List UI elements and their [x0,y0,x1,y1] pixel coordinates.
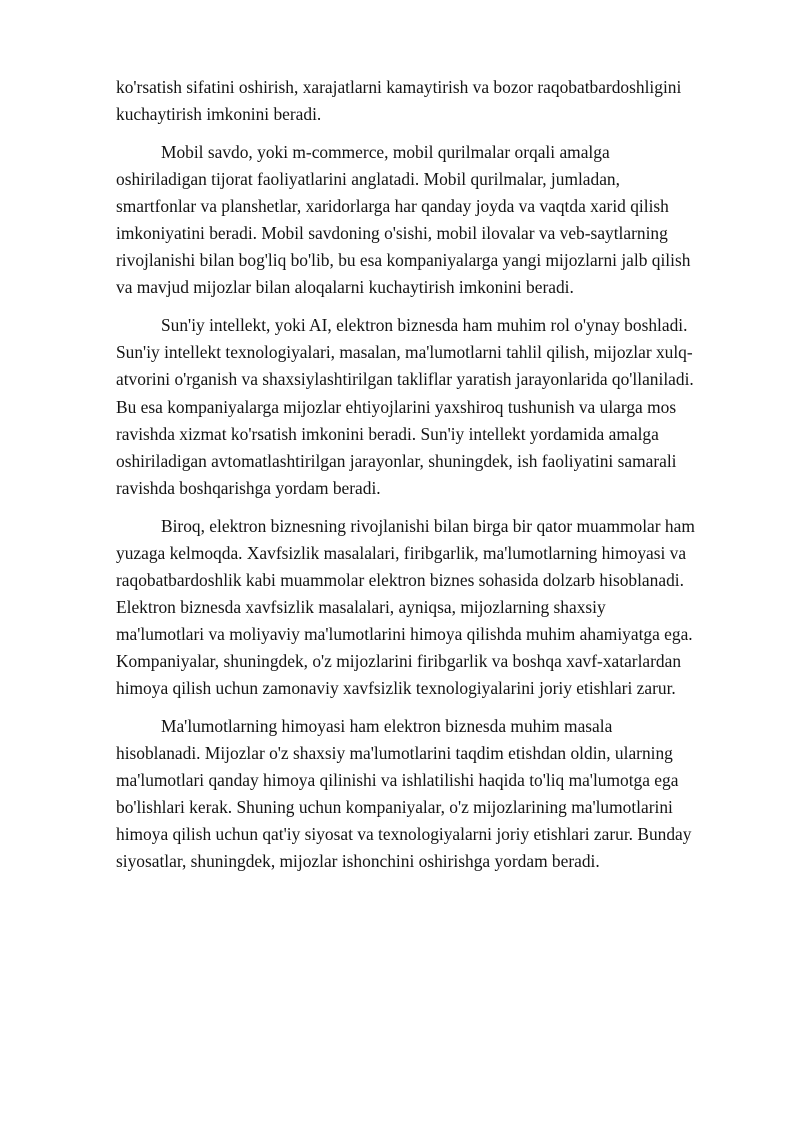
text-line: ma'lumotlari qanday himoya qilinishi va ishlatilishi haqida to'liq ma'lumotga ega [116,770,679,791]
text-line: oshiriladigan avtomatlashtirilgan jarayonlar, shuningdek, ish faoliyatini samarali [116,450,677,471]
text-line: bo'lishlari kerak. Shuning uchun kompaniyalar, o'z mijozlarining ma'lumotlarini [116,797,673,818]
text-line: ravishda boshqarishga yordam beradi. [116,477,381,498]
text-line: Kompaniyalar, shuningdek, o'z mijozlarini firibgarlik va boshqa xavf-xatarlardan [116,650,682,671]
text-line: atvorini o'rganish va shaxsiylashtirilgan takliflar yaratish jarayonlarida qo'llaniladi. [116,369,694,390]
text-line: rivojlanishi bilan bog'liq bo'lib, bu esa kompaniyalarga yangi mijozlarni jalb qilish [116,250,691,271]
text-line: smartfonlar va planshetlar, xaridorlarga har qanday joyda va vaqtda xarid qilish [116,196,669,217]
text-line: ko'rsatish sifatini oshirish, xarajatlarni kamaytirish va bozor raqobatbardoshligini [116,77,682,97]
text-line: Sun'iy intellekt texnologiyalari, masalan, ma'lumotlarni tahlil qilish, mijozlar xulq- [116,342,693,363]
text-line: ravishda xizmat ko'rsatish imkonini beradi. Sun'iy intellekt yordamida amalga [116,423,659,444]
text-line: Elektron biznesda xavfsizlik masalalari, ayniqsa, mijozlarning shaxsiy [116,596,606,617]
text-line: himoya qilish uchun qat'iy siyosat va texnologiyalarni joriy etishlari zarur. Bunday [116,824,692,845]
text-line: imkoniyatini beradi. Mobil savdoning o'sishi, mobil ilovalar va veb-saytlarning [116,223,668,244]
paragraph-5 [116,713,728,875]
text-line: Biroq, elektron biznesning rivojlanishi bilan birga bir qator muammolar ham [161,515,695,536]
text-line: hisoblanadi. Mijozlar o'z shaxsiy ma'lumotlarini taqdim etishdan oldin, ularning [116,743,673,764]
text-line: Bu esa kompaniyalarga mijozlar ehtiyojlarini yaxshiroq tushunish va ularga mos [116,396,677,417]
text-line: oshiriladigan tijorat faoliyatlarini anglatadi. Mobil qurilmalar, jumladan, [116,169,620,190]
text-line: himoya qilish uchun zamonaviy xavfsizlik texnologiyalarini joriy etishlari zarur. [116,677,676,698]
text-line: Ma'lumotlarning himoyasi ham elektron biznesda muhim masala [161,716,613,737]
paragraph-2 [116,139,728,301]
paragraph-3 [116,312,728,501]
text-line: kuchaytirish imkonini beradi. [116,104,322,125]
text-line: yuzaga kelmoqda. Xavfsizlik masalalari, firibgarlik, ma'lumotlarning himoyasi va [116,542,687,563]
text-line: va mavjud mijozlar bilan aloqalarni kuchaytirish imkonini beradi. [116,277,574,298]
paragraph-4 [116,513,728,702]
text-line: ma'lumotlari va moliyaviy ma'lumotlarini himoya qilishda muhim ahamiyatga ega. [116,623,693,644]
text-line: Mobil savdo, yoki m-commerce, mobil qurilmalar orqali amalga [161,142,610,163]
text-line: siyosatlar, shuningdek, mijozlar ishonchini oshirishga yordam beradi. [116,851,600,872]
paragraph-1 [116,74,728,128]
text-line: raqobatbardoshlik kabi muammolar elektron biznes sohasida dolzarb hisoblanadi. [116,569,684,590]
document-body [116,74,728,875]
text-line: Sun'iy intellekt, yoki AI, elektron biznesda ham muhim rol o'ynay boshladi. [161,315,688,336]
